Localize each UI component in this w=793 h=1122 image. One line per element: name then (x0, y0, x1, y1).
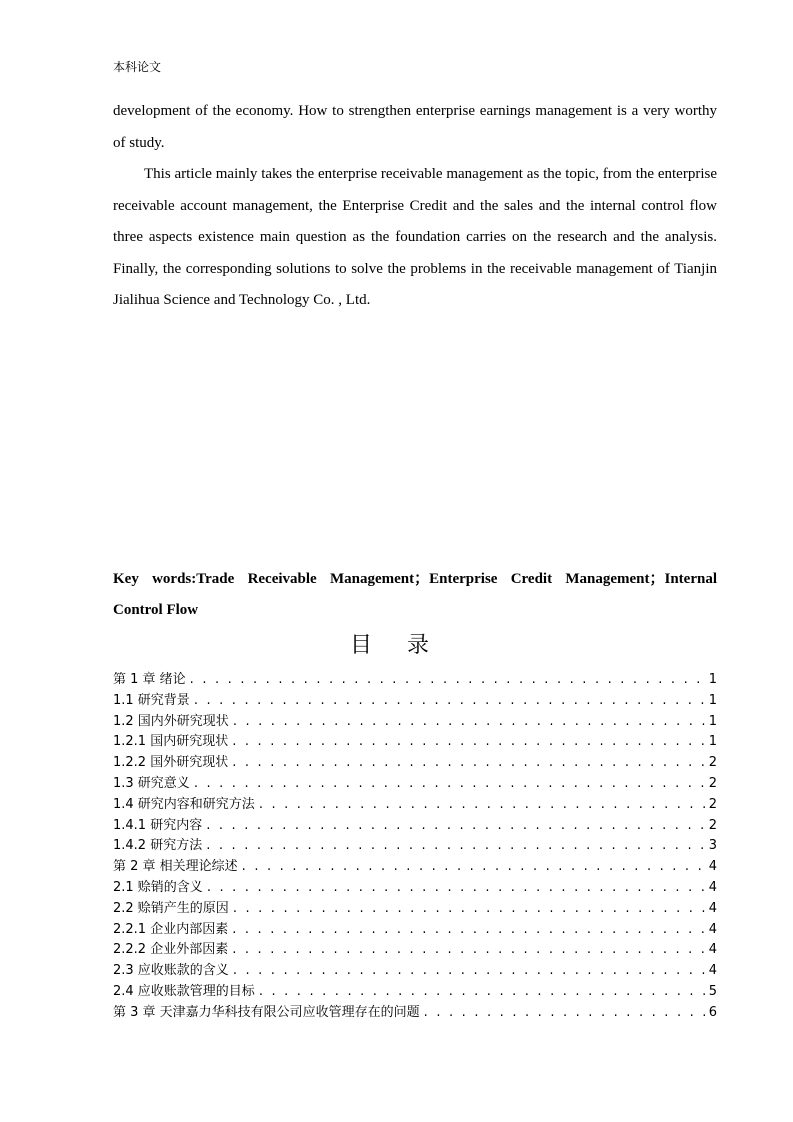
toc-entry-label: 1.4.1 研究内容 (113, 817, 203, 833)
abstract-paragraph-1: development of the economy. How to strengthen enterprise earnings management is a very worthy of study. (113, 103, 717, 151)
toc-entry[interactable] (113, 834, 717, 855)
toc-entry-label: 2.3 应收账款的含义 (113, 963, 229, 979)
toc-entry[interactable] (113, 897, 717, 918)
toc-entry[interactable] (113, 689, 717, 710)
toc-entry[interactable] (113, 980, 717, 1001)
toc-entry[interactable] (113, 938, 717, 959)
toc-entry-page: 2 (708, 817, 717, 833)
toc-entry-label: 2.2 赊销产生的原因 (113, 900, 229, 916)
toc-leader-dots (207, 880, 705, 895)
toc-entry[interactable] (113, 710, 717, 731)
toc-entry-page: 2 (708, 796, 717, 812)
toc-entry-page: 1 (708, 734, 717, 750)
table-of-contents (113, 668, 717, 1022)
toc-leader-dots (233, 714, 705, 729)
toc-entry-page: 1 (708, 672, 717, 687)
toc-entry-page: 4 (708, 942, 717, 958)
toc-entry[interactable] (113, 876, 717, 897)
toc-entry-page: 4 (708, 963, 717, 979)
toc-leader-dots (206, 818, 705, 833)
toc-leader-dots (259, 984, 705, 999)
toc-entry-label: 1.4 研究内容和研究方法 (113, 796, 255, 812)
toc-leader-dots (242, 859, 705, 874)
toc-title: 目 录 (350, 633, 443, 658)
toc-entry-page: 5 (708, 983, 717, 999)
toc-entry[interactable] (113, 959, 717, 980)
toc-leader-dots (233, 963, 705, 978)
toc-entry[interactable] (113, 814, 717, 835)
toc-entry-page: 1 (708, 692, 717, 708)
toc-leader-dots (232, 942, 705, 957)
toc-entry-page: 4 (708, 859, 717, 875)
toc-entry-page: 2 (708, 755, 717, 771)
toc-leader-dots (206, 838, 705, 853)
toc-entry-label: 2.4 应收账款管理的目标 (113, 983, 255, 999)
abstract-paragraph-2: This article mainly takes the enterprise receivable management as the topic, from the enterprise receivable account management, the Enterprise Credit and the sales and the internal control flow three aspects existence main question as the foundation carries on the research and the analysis. Finally, the corresponding solutions to solve the problems in the receivable management of Tianjin Jialihua Science and Technology Co. , Ltd. (113, 166, 717, 308)
toc-entry-label: 1.3 研究意义 (113, 775, 190, 791)
toc-entry-label: 1.2.1 国内研究现状 (113, 734, 229, 750)
toc-entry[interactable] (113, 918, 717, 939)
toc-entry-page: 4 (708, 921, 717, 937)
toc-entry-label: 2.2.2 企业外部因素 (113, 942, 229, 958)
toc-entry-label: 2.1 赊销的含义 (113, 879, 203, 895)
toc-leader-dots (232, 922, 705, 937)
abstract-text (113, 96, 717, 317)
toc-entry[interactable] (113, 751, 717, 772)
toc-entry-label: 第 3 章 天津嘉力华科技有限公司应收管理存在的问题 (113, 1004, 420, 1020)
toc-leader-dots (232, 755, 705, 770)
toc-entry[interactable] (113, 1001, 717, 1022)
keywords: Key words:Trade Receivable Management；Enterprise Credit Management；Internal Control Flow (113, 571, 717, 618)
toc-entry-label: 1.4.2 研究方法 (113, 838, 203, 854)
toc-entry[interactable] (113, 730, 717, 751)
toc-leader-dots (194, 776, 705, 791)
toc-leader-dots (259, 797, 705, 812)
toc-entry-page: 3 (708, 838, 717, 854)
toc-entry-label: 1.2.2 国外研究现状 (113, 755, 229, 771)
toc-entry[interactable] (113, 772, 717, 793)
toc-entry-page: 1 (708, 713, 717, 729)
toc-leader-dots (232, 734, 705, 749)
toc-entry-page: 4 (708, 900, 717, 916)
toc-leader-dots (233, 901, 705, 916)
toc-leader-dots (190, 672, 705, 687)
toc-entry-label: 第 2 章 相关理论综述 (113, 859, 238, 875)
toc-entry[interactable] (113, 855, 717, 876)
toc-entry-page: 4 (708, 879, 717, 895)
toc-leader-dots (424, 1005, 705, 1020)
toc-entry-label: 2.2.1 企业内部因素 (113, 921, 229, 937)
toc-entry-page: 6 (708, 1004, 717, 1020)
toc-entry-page: 2 (708, 775, 717, 791)
toc-entry-label: 1.1 研究背景 (113, 692, 190, 708)
toc-entry[interactable] (113, 668, 717, 689)
toc-entry-label: 1.2 国内外研究现状 (113, 713, 229, 729)
toc-entry[interactable] (113, 793, 717, 814)
toc-entry-label: 第 1 章 绪论 (113, 672, 186, 687)
page-header: 本科论文 (113, 60, 162, 74)
toc-leader-dots (194, 693, 705, 708)
